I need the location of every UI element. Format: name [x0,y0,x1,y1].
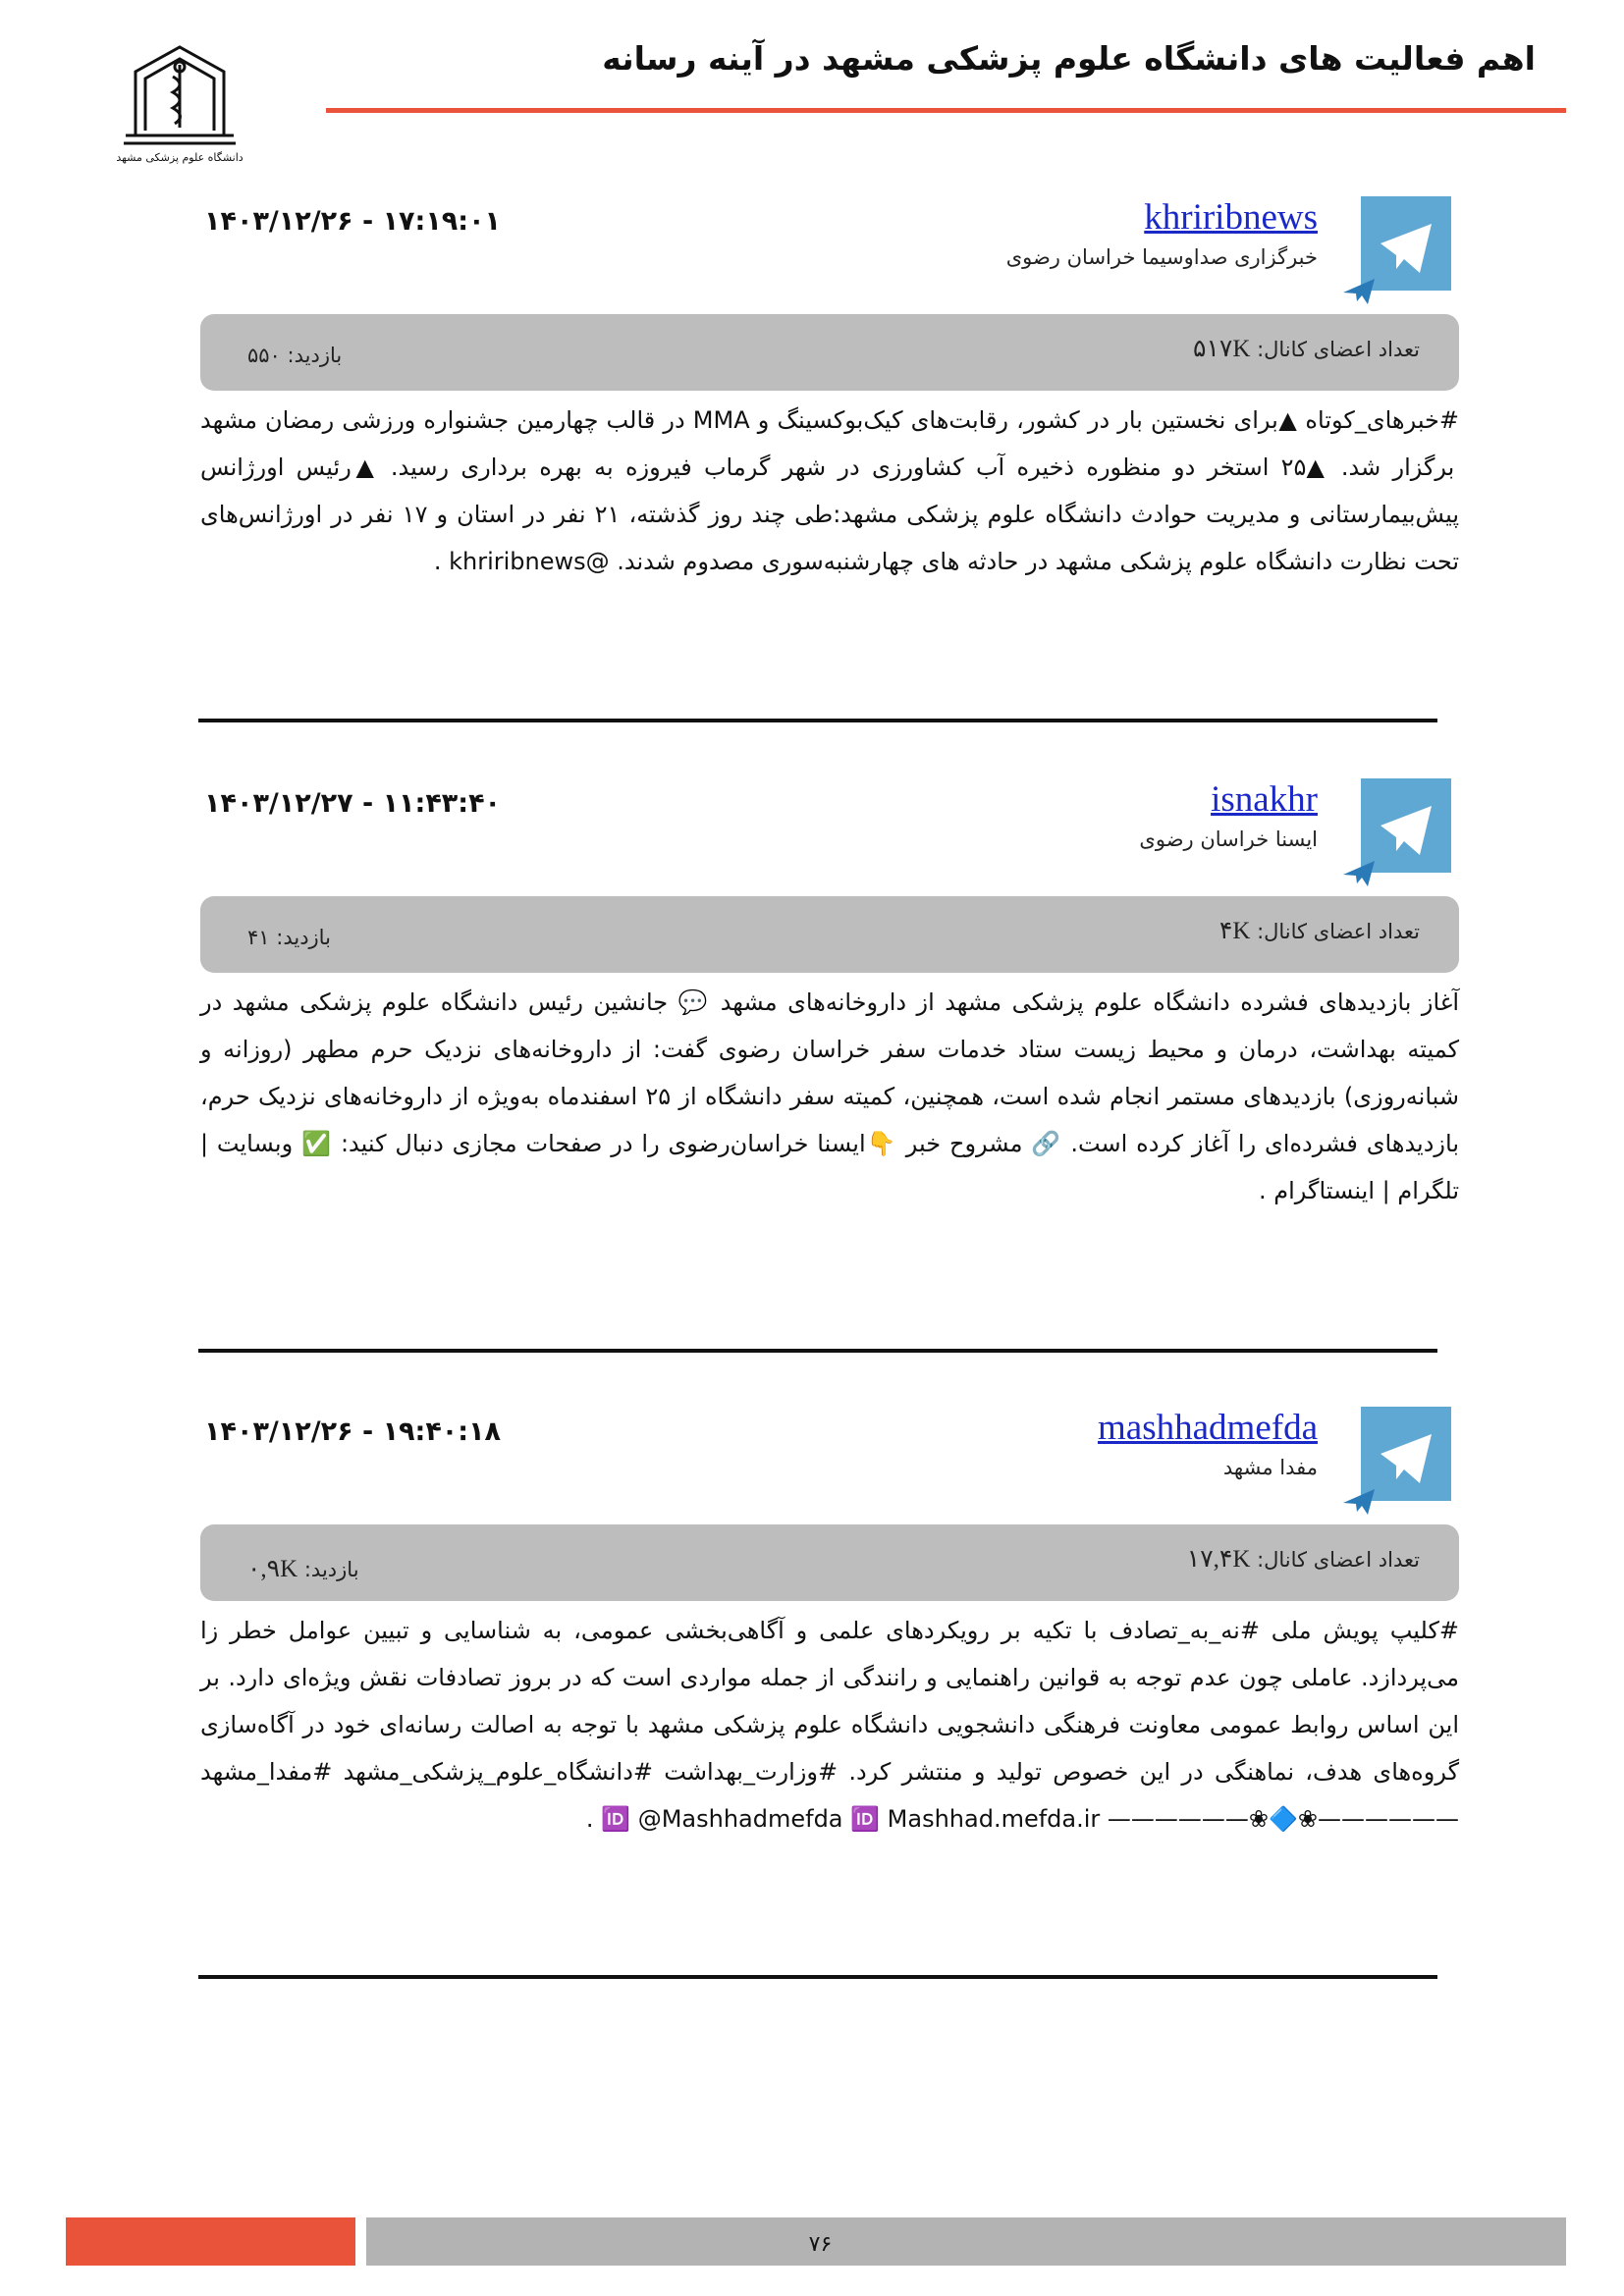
stats-bar [200,1524,1459,1601]
channel-name[interactable]: khriribnews [1144,197,1318,238]
post-datetime: ۱۴۰۳/۱۲/۲۶ - ۱۹:۴۰:۱۸ [204,1416,502,1447]
members-label: تعداد اعضای کانال: [1257,1548,1420,1572]
stats-bar [200,314,1459,391]
post-body: #خبرهای_کوتاه ▲برای نخستین بار در کشور، رقابت‌های کیک‌بوکسینگ و MMA در قالب چهارمین جشنواره ورزشی رمضان مشهد برگزار شد. ▲۲۵ استخر دو منظوره ذخیره آب کشاورزی در شهر گرماب فیروزه به بهره برداری رسید. ▲رئیس اورژانس پیش‌بیمارستانی و مدیریت حوادث دانشگاه علوم پزشکی مشهد:طی چند روز گذشته، ۲۱ نفر در استان و ۱۷ نفر در اورژانس‌های تحت نظارت دانشگاه علوم پزشکی مشهد در حادثه های چهارشنبه‌سوری مصدوم شدند. @khriribnews . [200,406,1460,575]
views-value: ۰,۹K [247,1556,298,1582]
members-value: ۱۷,۴K [1186,1546,1251,1573]
members-count [1187,1544,1420,1574]
views-value: ۴۱ [247,926,270,949]
members-value: ۵۱۷K [1193,336,1251,362]
members-count [1193,334,1420,363]
views-count [247,926,331,949]
channel-source: ایسنا خراسان رضوی [1139,828,1318,851]
members-label: تعداد اعضای کانال: [1257,920,1420,943]
views-label: بازدید: [287,344,343,367]
views-label: بازدید: [303,1558,359,1581]
views-count [247,344,342,367]
telegram-icon [1341,1407,1459,1524]
members-value: ۴K [1218,918,1251,944]
post-separator [198,719,1437,722]
channel-name[interactable]: isnakhr [1211,779,1318,820]
post-body: آغاز بازدیدهای فشرده دانشگاه علوم پزشکی مشهد از داروخانه‌های مشهد 💬 جانشین رئیس دانشگاه علوم پزشکی مشهد در کمیته بهداشت، درمان و محیط زیست ستاد خدمات سفر خراسان رضوی گفت: از داروخانه‌های نزدیک حرم مطهر (روزانه و شبانه‌روزی) بازدیدهای مستمر انجام شده است، همچنین، کمیته سفر دانشگاه از ۲۵ اسفندماه به‌ویژه از داروخانه‌های نزدیک حرم، بازدیدهای فشرده‌ای را آغاز کرده است. 🔗 مشروح خبر 👇ایسنا خراسان‌رضوی را در صفحات مجازی دنبال کنید: ✅ وبسایت | تلگرام | اینستاگرام . [200,988,1459,1204]
telegram-icon [1341,778,1459,896]
logo-caption: دانشگاه علوم پزشکی مشهد [116,151,244,164]
post-separator [198,1349,1437,1353]
members-count [1219,916,1420,945]
stats-bar [200,896,1459,973]
channel-source: مفدا مشهد [1222,1456,1318,1479]
page-number: ۷۶ [808,2232,833,2257]
views-value: ۵۵۰ [247,344,281,367]
post-body: #کلیپ پویش ملی #نه_به_تصادف با تکیه بر رویکردهای علمی و آگاهی‌بخشی عمومی، به شناسایی و تبیین عوامل خطر زا می‌پردازد. عاملی چون عدم توجه به قوانین راهنمایی و رانندگی از جمله مواردی است که در بروز تصادفات نقش ویژه‌ای دارد. بر این اساس روابط عمومی معاونت فرهنگی دانشجویی دانشگاه علوم پزشکی مشهد با توجه به اصالت رسانه‌ای خود در آگاه‌سازی گروه‌های هدف، نماهنگی در این خصوص تولید و منتشر کرد. #وزارت_بهداشت #دانشگاه_علوم_پزشکی_مشهد #مفدا_مشهد ——————❀🔷❀—————— 🆔 @Mashhadmefda 🆔 Mashhad.mefda.ir . [200,1617,1459,1833]
footer-accent-bar [66,2217,355,2266]
views-count [247,1554,359,1583]
channel-source: خبرگزاری صداوسیما خراسان رضوی [1005,245,1318,269]
members-label: تعداد اعضای کانال: [1257,338,1420,361]
university-logo [116,37,244,165]
post-separator [198,1975,1437,1979]
telegram-icon [1341,196,1459,314]
post-datetime: ۱۴۰۳/۱۲/۲۶ - ۱۷:۱۹:۰۱ [204,206,502,237]
views-label: بازدید: [276,926,331,949]
page-title: اهم فعالیت های دانشگاه علوم پزشکی مشهد در آینه رسانه [602,39,1536,78]
channel-name[interactable]: mashhadmefda [1098,1408,1318,1448]
header-divider [326,108,1566,113]
post-datetime: ۱۴۰۳/۱۲/۲۷ - ۱۱:۴۳:۴۰ [204,788,502,819]
